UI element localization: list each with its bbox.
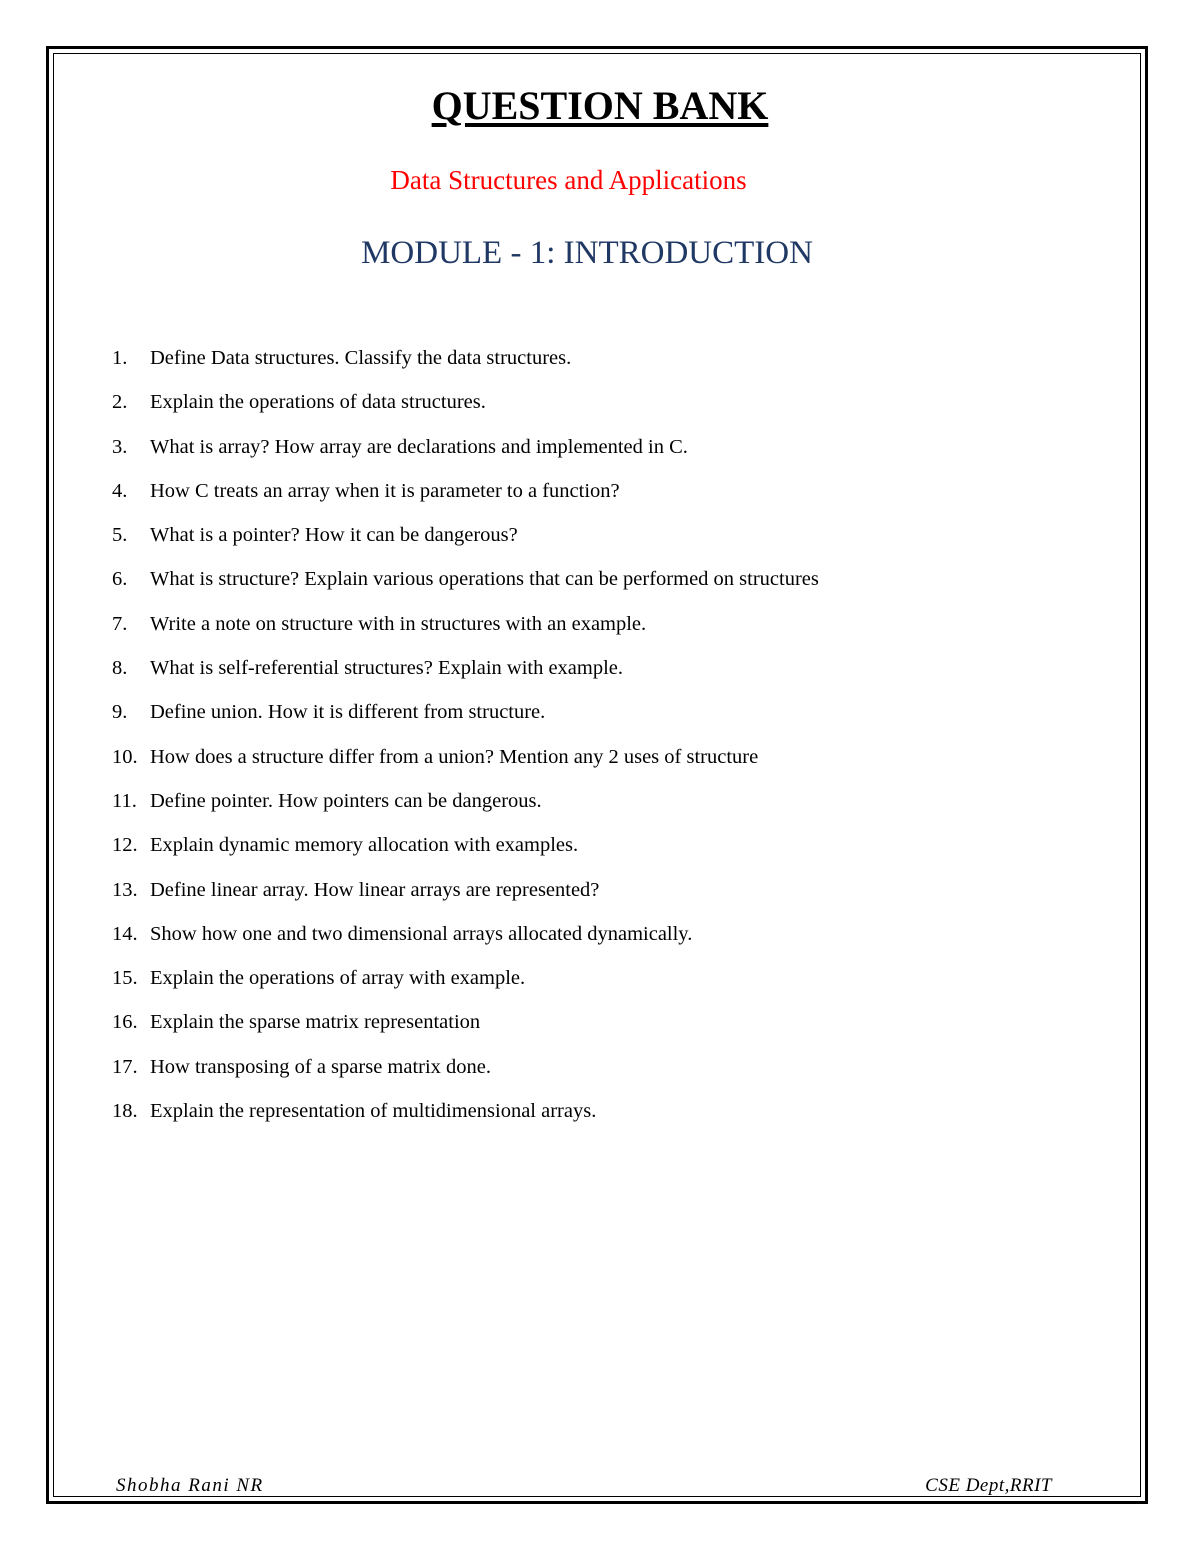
page-title: QUESTION BANK	[431, 83, 769, 128]
question-number: 5.	[112, 524, 128, 547]
footer-author: Shobha Rani NR	[116, 1475, 264, 1496]
question-text: How does a structure differ from a union? Mention any 2 uses of structure	[150, 745, 759, 768]
question-number: 16.	[112, 1011, 138, 1034]
question-item	[112, 608, 1122, 652]
question-number: 4.	[112, 479, 128, 502]
question-number: 17.	[112, 1055, 138, 1078]
question-number: 14.	[112, 922, 138, 945]
subject-subtitle: Data Structures and Applications	[390, 165, 747, 195]
question-item	[112, 1006, 1122, 1050]
question-number: 15.	[112, 967, 138, 990]
question-item	[112, 1051, 1122, 1095]
question-text: Explain the operations of data structures.	[150, 391, 486, 414]
question-number: 12.	[112, 834, 138, 857]
question-item	[112, 962, 1122, 1006]
question-text: Explain dynamic memory allocation with examples.	[150, 834, 579, 857]
question-number: 2.	[112, 391, 128, 414]
question-text: Explain the representation of multidimensional arrays.	[150, 1100, 597, 1123]
question-item	[112, 1095, 1122, 1139]
question-number: 6.	[112, 568, 128, 591]
question-text: What is self-referential structures? Explain with example.	[150, 657, 624, 680]
question-text: Define union. How it is different from structure.	[150, 701, 546, 724]
question-number: 1.	[112, 347, 128, 369]
question-text: Explain the operations of array with example.	[150, 967, 526, 990]
question-text: How transposing of a sparse matrix done.	[150, 1055, 492, 1078]
question-number: 9.	[112, 701, 128, 724]
question-item	[112, 652, 1122, 696]
question-number: 7.	[112, 612, 128, 635]
question-number: 13.	[112, 878, 138, 901]
question-number: 10.	[112, 745, 138, 768]
question-item	[112, 431, 1122, 475]
question-item	[112, 785, 1122, 829]
question-text: Show how one and two dimensional arrays allocated dynamically.	[150, 922, 693, 945]
question-number: 18.	[112, 1100, 138, 1123]
module-heading: MODULE - 1: INTRODUCTION	[361, 235, 813, 271]
question-item	[112, 386, 1122, 430]
question-item	[112, 918, 1122, 962]
question-number: 8.	[112, 657, 128, 680]
question-number: 11.	[112, 789, 137, 812]
question-text: Define linear array. How linear arrays are represented?	[150, 878, 600, 901]
question-item	[112, 519, 1122, 563]
question-item	[112, 696, 1122, 740]
question-item	[112, 829, 1122, 873]
footer-department: CSE Dept,RRIT	[925, 1475, 1052, 1496]
question-text: Explain the sparse matrix representation	[150, 1011, 481, 1034]
question-number: 3.	[112, 435, 128, 458]
question-item	[112, 874, 1122, 918]
question-text: What is array? How array are declarations and implemented in C.	[150, 435, 688, 458]
question-text: Define Data structures. Classify the data structures.	[150, 347, 572, 369]
question-text: What is a pointer? How it can be dangerous?	[150, 524, 518, 547]
question-text: How C treats an array when it is parameter to a function?	[150, 479, 620, 502]
question-text: What is structure? Explain various operations that can be performed on structures	[150, 568, 819, 591]
question-item	[112, 342, 1122, 386]
question-item	[112, 563, 1122, 607]
question-text: Define pointer. How pointers can be dangerous.	[150, 789, 542, 812]
question-list	[112, 342, 1122, 1139]
question-item	[112, 741, 1122, 785]
question-text: Write a note on structure with in structures with an example.	[150, 612, 647, 635]
question-item	[112, 475, 1122, 519]
